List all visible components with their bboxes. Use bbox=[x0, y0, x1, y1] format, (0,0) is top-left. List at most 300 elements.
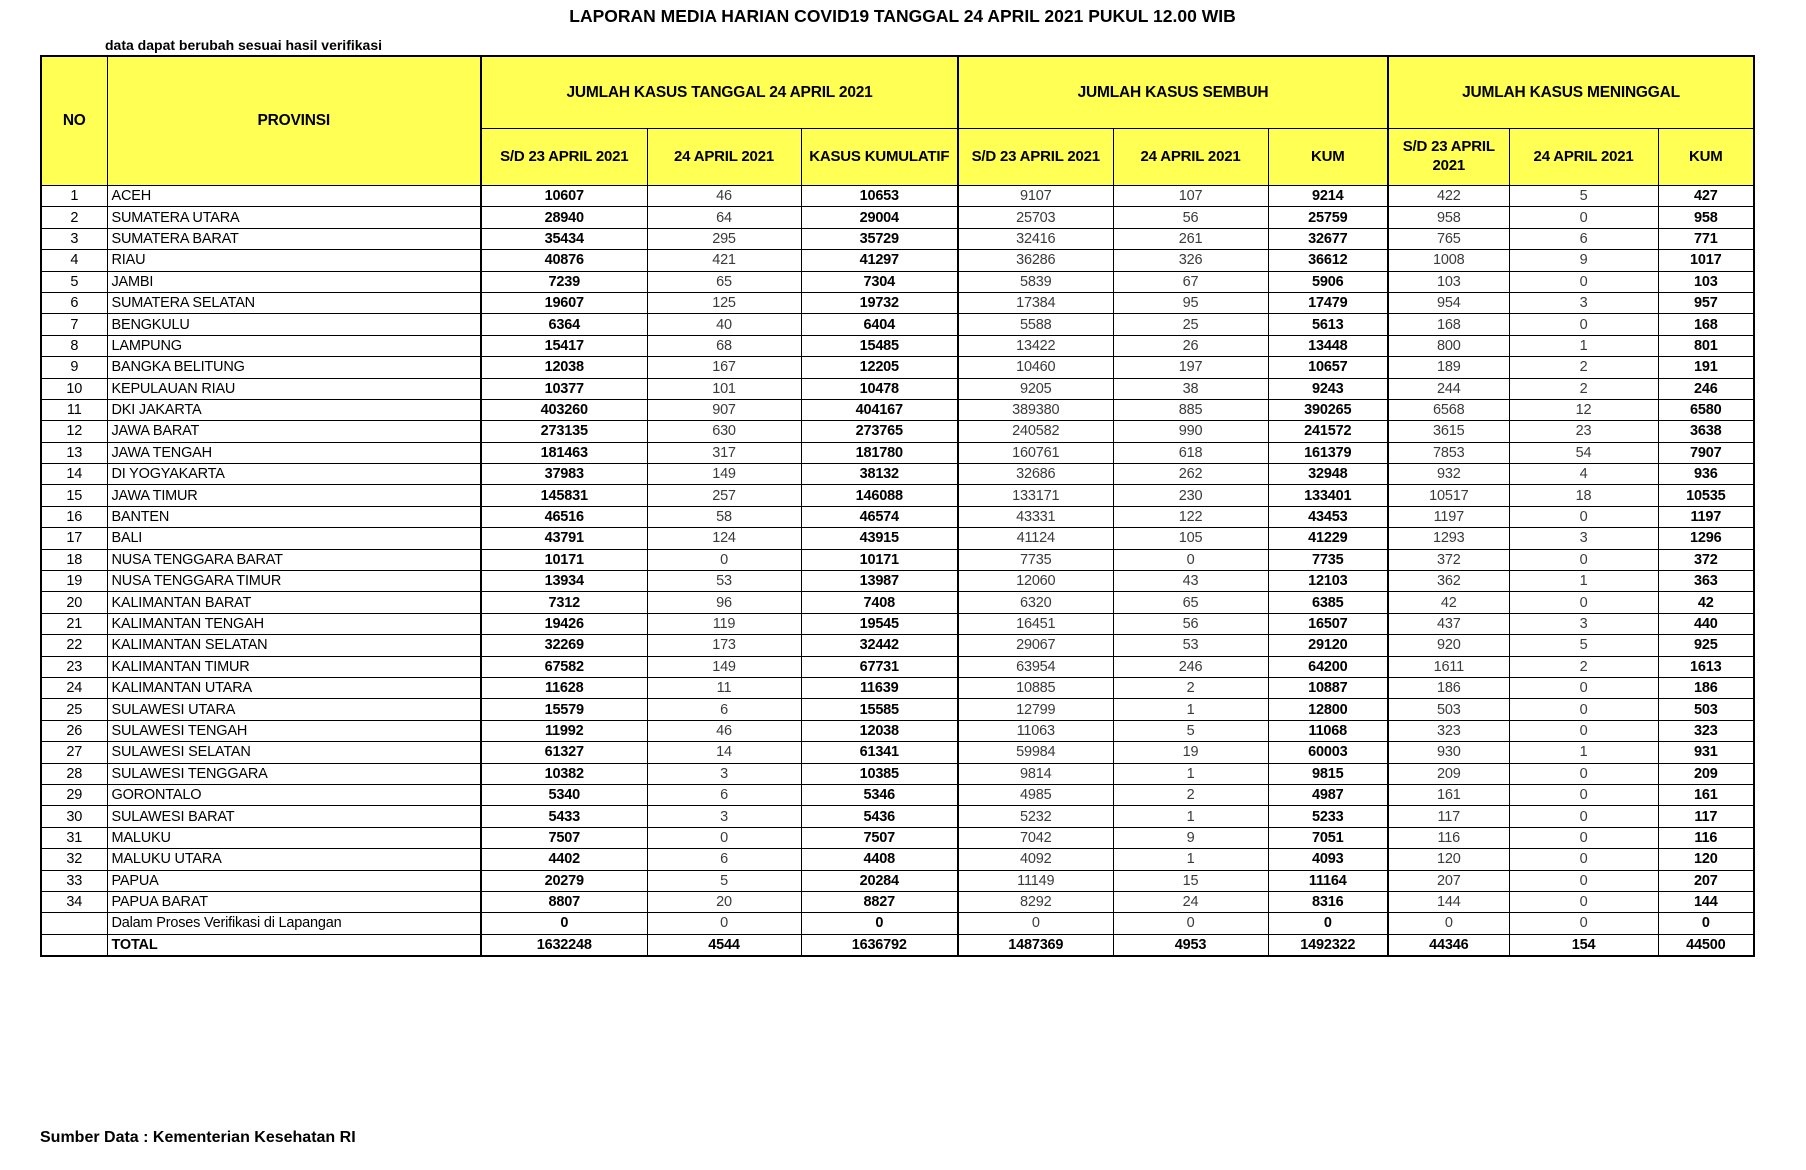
value-cell: 7907 bbox=[1658, 442, 1754, 463]
value-cell: 10657 bbox=[1268, 357, 1388, 378]
value-cell: 1611 bbox=[1388, 656, 1509, 677]
value-cell: 403260 bbox=[481, 399, 647, 420]
value-cell: 14 bbox=[647, 742, 801, 763]
value-cell: 8827 bbox=[801, 891, 958, 912]
value-cell: 41229 bbox=[1268, 528, 1388, 549]
value-cell: 43331 bbox=[958, 506, 1113, 527]
province-name: Dalam Proses Verifikasi di Lapangan bbox=[107, 913, 481, 934]
value-cell: 3 bbox=[1509, 613, 1658, 634]
value-cell: 44346 bbox=[1388, 934, 1509, 956]
province-name: SULAWESI UTARA bbox=[107, 699, 481, 720]
value-cell: 68 bbox=[647, 335, 801, 356]
province-name: TOTAL bbox=[107, 934, 481, 956]
value-cell: 1017 bbox=[1658, 250, 1754, 271]
table-row bbox=[41, 378, 1754, 399]
value-cell: 1 bbox=[1113, 763, 1268, 784]
value-cell: 427 bbox=[1658, 186, 1754, 207]
value-cell: 4093 bbox=[1268, 849, 1388, 870]
value-cell: 2 bbox=[1509, 357, 1658, 378]
group-header-kasus: JUMLAH KASUS TANGGAL 24 APRIL 2021 bbox=[481, 56, 958, 129]
value-cell: 503 bbox=[1658, 699, 1754, 720]
row-number: 9 bbox=[41, 357, 107, 378]
value-cell: 44500 bbox=[1658, 934, 1754, 956]
value-cell: 630 bbox=[647, 421, 801, 442]
col-header-provinsi: PROVINSI bbox=[107, 56, 481, 186]
value-cell: 5340 bbox=[481, 784, 647, 805]
province-name: KALIMANTAN BARAT bbox=[107, 592, 481, 613]
value-cell: 46 bbox=[647, 186, 801, 207]
value-cell: 273765 bbox=[801, 421, 958, 442]
value-cell: 17384 bbox=[958, 292, 1113, 313]
value-cell: 0 bbox=[1509, 763, 1658, 784]
col-header-no: NO bbox=[41, 56, 107, 186]
value-cell: 36286 bbox=[958, 250, 1113, 271]
value-cell: 43 bbox=[1113, 571, 1268, 592]
province-name: NUSA TENGGARA BARAT bbox=[107, 549, 481, 570]
value-cell: 7042 bbox=[958, 827, 1113, 848]
value-cell: 38 bbox=[1113, 378, 1268, 399]
row-number: 7 bbox=[41, 314, 107, 335]
value-cell: 161379 bbox=[1268, 442, 1388, 463]
value-cell: 46574 bbox=[801, 506, 958, 527]
table-row bbox=[41, 677, 1754, 698]
value-cell: 117 bbox=[1658, 806, 1754, 827]
value-cell: 6 bbox=[647, 784, 801, 805]
value-cell: 107 bbox=[1113, 186, 1268, 207]
value-cell: 0 bbox=[1388, 913, 1509, 934]
value-cell: 11149 bbox=[958, 870, 1113, 891]
row-number: 14 bbox=[41, 464, 107, 485]
value-cell: 154 bbox=[1509, 934, 1658, 956]
value-cell: 105 bbox=[1113, 528, 1268, 549]
value-cell: 149 bbox=[647, 656, 801, 677]
value-cell: 42 bbox=[1658, 592, 1754, 613]
value-cell: 103 bbox=[1658, 271, 1754, 292]
value-cell: 67582 bbox=[481, 656, 647, 677]
row-number: 8 bbox=[41, 335, 107, 356]
value-cell: 9205 bbox=[958, 378, 1113, 399]
table-row bbox=[41, 891, 1754, 912]
row-number bbox=[41, 913, 107, 934]
value-cell: 5906 bbox=[1268, 271, 1388, 292]
value-cell: 7853 bbox=[1388, 442, 1509, 463]
value-cell: 920 bbox=[1388, 635, 1509, 656]
table-row bbox=[41, 592, 1754, 613]
table-row bbox=[41, 421, 1754, 442]
value-cell: 161 bbox=[1388, 784, 1509, 805]
col-header-kasus-sd23: S/D 23 APRIL 2021 bbox=[481, 129, 647, 186]
value-cell: 0 bbox=[481, 913, 647, 934]
value-cell: 1197 bbox=[1658, 506, 1754, 527]
value-cell: 23 bbox=[1509, 421, 1658, 442]
row-number: 20 bbox=[41, 592, 107, 613]
value-cell: 16451 bbox=[958, 613, 1113, 634]
value-cell: 0 bbox=[1509, 699, 1658, 720]
value-cell: 9214 bbox=[1268, 186, 1388, 207]
value-cell: 230 bbox=[1113, 485, 1268, 506]
value-cell: 32269 bbox=[481, 635, 647, 656]
value-cell: 1632248 bbox=[481, 934, 647, 956]
value-cell: 0 bbox=[1509, 784, 1658, 805]
value-cell: 146088 bbox=[801, 485, 958, 506]
value-cell: 17479 bbox=[1268, 292, 1388, 313]
value-cell: 326 bbox=[1113, 250, 1268, 271]
value-cell: 6 bbox=[1509, 228, 1658, 249]
value-cell: 12038 bbox=[481, 357, 647, 378]
value-cell: 390265 bbox=[1268, 399, 1388, 420]
table-row bbox=[41, 870, 1754, 891]
col-header-sembuh-kum: KUM bbox=[1268, 129, 1388, 186]
value-cell: 3 bbox=[1509, 528, 1658, 549]
province-name: SUMATERA BARAT bbox=[107, 228, 481, 249]
province-name: MALUKU bbox=[107, 827, 481, 848]
value-cell: 323 bbox=[1388, 720, 1509, 741]
value-cell: 41124 bbox=[958, 528, 1113, 549]
value-cell: 61341 bbox=[801, 742, 958, 763]
value-cell: 801 bbox=[1658, 335, 1754, 356]
table-row bbox=[41, 442, 1754, 463]
value-cell: 11063 bbox=[958, 720, 1113, 741]
value-cell: 0 bbox=[1509, 806, 1658, 827]
value-cell: 10885 bbox=[958, 677, 1113, 698]
province-name: JAWA BARAT bbox=[107, 421, 481, 442]
value-cell: 43453 bbox=[1268, 506, 1388, 527]
value-cell: 149 bbox=[647, 464, 801, 485]
value-cell: 7312 bbox=[481, 592, 647, 613]
value-cell: 18 bbox=[1509, 485, 1658, 506]
value-cell: 372 bbox=[1388, 549, 1509, 570]
value-cell: 117 bbox=[1388, 806, 1509, 827]
value-cell: 10171 bbox=[481, 549, 647, 570]
value-cell: 0 bbox=[1509, 677, 1658, 698]
value-cell: 60003 bbox=[1268, 742, 1388, 763]
value-cell: 46516 bbox=[481, 506, 647, 527]
value-cell: 437 bbox=[1388, 613, 1509, 634]
row-number bbox=[41, 934, 107, 956]
value-cell: 119 bbox=[647, 613, 801, 634]
value-cell: 145831 bbox=[481, 485, 647, 506]
value-cell: 0 bbox=[801, 913, 958, 934]
province-name: BENGKULU bbox=[107, 314, 481, 335]
value-cell: 43791 bbox=[481, 528, 647, 549]
value-cell: 12038 bbox=[801, 720, 958, 741]
row-number: 15 bbox=[41, 485, 107, 506]
value-cell: 67 bbox=[1113, 271, 1268, 292]
value-cell: 4 bbox=[1509, 464, 1658, 485]
table-row bbox=[41, 635, 1754, 656]
value-cell: 9243 bbox=[1268, 378, 1388, 399]
value-cell: 0 bbox=[1113, 913, 1268, 934]
value-cell: 317 bbox=[647, 442, 801, 463]
table-row bbox=[41, 335, 1754, 356]
row-number: 13 bbox=[41, 442, 107, 463]
table-row bbox=[41, 186, 1754, 207]
value-cell: 503 bbox=[1388, 699, 1509, 720]
value-cell: 6404 bbox=[801, 314, 958, 335]
value-cell: 10517 bbox=[1388, 485, 1509, 506]
value-cell: 372 bbox=[1658, 549, 1754, 570]
province-name: RIAU bbox=[107, 250, 481, 271]
value-cell: 24 bbox=[1113, 891, 1268, 912]
value-cell: 53 bbox=[1113, 635, 1268, 656]
value-cell: 930 bbox=[1388, 742, 1509, 763]
value-cell: 0 bbox=[647, 913, 801, 934]
value-cell: 5613 bbox=[1268, 314, 1388, 335]
value-cell: 36612 bbox=[1268, 250, 1388, 271]
value-cell: 186 bbox=[1388, 677, 1509, 698]
province-name: SUMATERA SELATAN bbox=[107, 292, 481, 313]
table-row bbox=[41, 271, 1754, 292]
value-cell: 3 bbox=[647, 806, 801, 827]
row-number: 28 bbox=[41, 763, 107, 784]
value-cell: 11628 bbox=[481, 677, 647, 698]
row-number: 18 bbox=[41, 549, 107, 570]
value-cell: 12205 bbox=[801, 357, 958, 378]
value-cell: 5233 bbox=[1268, 806, 1388, 827]
value-cell: 25703 bbox=[958, 207, 1113, 228]
value-cell: 103 bbox=[1388, 271, 1509, 292]
value-cell: 932 bbox=[1388, 464, 1509, 485]
value-cell: 2 bbox=[1509, 378, 1658, 399]
value-cell: 6568 bbox=[1388, 399, 1509, 420]
value-cell: 19732 bbox=[801, 292, 958, 313]
value-cell: 15585 bbox=[801, 699, 958, 720]
group-header-meninggal: JUMLAH KASUS MENINGGAL bbox=[1388, 56, 1754, 129]
value-cell: 124 bbox=[647, 528, 801, 549]
covid-report-table bbox=[40, 55, 1755, 957]
value-cell: 958 bbox=[1658, 207, 1754, 228]
value-cell: 5436 bbox=[801, 806, 958, 827]
value-cell: 25759 bbox=[1268, 207, 1388, 228]
col-header-sembuh-24: 24 APRIL 2021 bbox=[1113, 129, 1268, 186]
province-name: KALIMANTAN SELATAN bbox=[107, 635, 481, 656]
value-cell: 5346 bbox=[801, 784, 958, 805]
value-cell: 63954 bbox=[958, 656, 1113, 677]
province-name: PAPUA BARAT bbox=[107, 891, 481, 912]
table-row bbox=[41, 827, 1754, 848]
value-cell: 3615 bbox=[1388, 421, 1509, 442]
row-number: 21 bbox=[41, 613, 107, 634]
value-cell: 12 bbox=[1509, 399, 1658, 420]
value-cell: 0 bbox=[1509, 720, 1658, 741]
value-cell: 9 bbox=[1509, 250, 1658, 271]
value-cell: 4985 bbox=[958, 784, 1113, 805]
row-number: 12 bbox=[41, 421, 107, 442]
table-row bbox=[41, 763, 1754, 784]
value-cell: 1487369 bbox=[958, 934, 1113, 956]
value-cell: 241572 bbox=[1268, 421, 1388, 442]
value-cell: 10478 bbox=[801, 378, 958, 399]
value-cell: 4408 bbox=[801, 849, 958, 870]
table-row bbox=[41, 720, 1754, 741]
value-cell: 12060 bbox=[958, 571, 1113, 592]
value-cell: 56 bbox=[1113, 613, 1268, 634]
row-number: 30 bbox=[41, 806, 107, 827]
value-cell: 0 bbox=[1509, 849, 1658, 870]
value-cell: 990 bbox=[1113, 421, 1268, 442]
row-number: 5 bbox=[41, 271, 107, 292]
value-cell: 363 bbox=[1658, 571, 1754, 592]
value-cell: 3 bbox=[1509, 292, 1658, 313]
province-name: JAMBI bbox=[107, 271, 481, 292]
row-number: 26 bbox=[41, 720, 107, 741]
value-cell: 244 bbox=[1388, 378, 1509, 399]
value-cell: 173 bbox=[647, 635, 801, 656]
value-cell: 7507 bbox=[481, 827, 647, 848]
province-name: BANGKA BELITUNG bbox=[107, 357, 481, 378]
row-number: 34 bbox=[41, 891, 107, 912]
value-cell: 0 bbox=[1509, 314, 1658, 335]
value-cell: 15417 bbox=[481, 335, 647, 356]
value-cell: 800 bbox=[1388, 335, 1509, 356]
value-cell: 160761 bbox=[958, 442, 1113, 463]
value-cell: 181780 bbox=[801, 442, 958, 463]
value-cell: 1 bbox=[1113, 699, 1268, 720]
col-header-meninggal-kum: KUM bbox=[1658, 129, 1754, 186]
value-cell: 1 bbox=[1509, 571, 1658, 592]
value-cell: 20 bbox=[647, 891, 801, 912]
value-cell: 11 bbox=[647, 677, 801, 698]
value-cell: 5232 bbox=[958, 806, 1113, 827]
province-name: SULAWESI SELATAN bbox=[107, 742, 481, 763]
value-cell: 209 bbox=[1658, 763, 1754, 784]
value-cell: 116 bbox=[1388, 827, 1509, 848]
value-cell: 96 bbox=[647, 592, 801, 613]
value-cell: 207 bbox=[1388, 870, 1509, 891]
value-cell: 6 bbox=[647, 699, 801, 720]
value-cell: 16507 bbox=[1268, 613, 1388, 634]
value-cell: 12800 bbox=[1268, 699, 1388, 720]
value-cell: 167 bbox=[647, 357, 801, 378]
value-cell: 8292 bbox=[958, 891, 1113, 912]
value-cell: 40876 bbox=[481, 250, 647, 271]
table-row bbox=[41, 506, 1754, 527]
value-cell: 925 bbox=[1658, 635, 1754, 656]
value-cell: 54 bbox=[1509, 442, 1658, 463]
province-name: NUSA TENGGARA TIMUR bbox=[107, 571, 481, 592]
value-cell: 58 bbox=[647, 506, 801, 527]
verification-note: data dapat berubah sesuai hasil verifikasi bbox=[105, 37, 382, 53]
value-cell: 67731 bbox=[801, 656, 958, 677]
province-name: JAWA TIMUR bbox=[107, 485, 481, 506]
row-number: 3 bbox=[41, 228, 107, 249]
value-cell: 10382 bbox=[481, 763, 647, 784]
table-row bbox=[41, 485, 1754, 506]
col-header-kasus-24: 24 APRIL 2021 bbox=[647, 129, 801, 186]
value-cell: 32416 bbox=[958, 228, 1113, 249]
value-cell: 61327 bbox=[481, 742, 647, 763]
value-cell: 1492322 bbox=[1268, 934, 1388, 956]
value-cell: 262 bbox=[1113, 464, 1268, 485]
value-cell: 1 bbox=[1509, 742, 1658, 763]
value-cell: 19545 bbox=[801, 613, 958, 634]
value-cell: 957 bbox=[1658, 292, 1754, 313]
value-cell: 168 bbox=[1388, 314, 1509, 335]
value-cell: 10385 bbox=[801, 763, 958, 784]
value-cell: 0 bbox=[647, 549, 801, 570]
value-cell: 3638 bbox=[1658, 421, 1754, 442]
value-cell: 20284 bbox=[801, 870, 958, 891]
table-row bbox=[41, 849, 1754, 870]
col-header-sembuh-sd23: S/D 23 APRIL 2021 bbox=[958, 129, 1113, 186]
value-cell: 0 bbox=[1509, 549, 1658, 570]
value-cell: 240582 bbox=[958, 421, 1113, 442]
value-cell: 116 bbox=[1658, 827, 1754, 848]
table-row bbox=[41, 357, 1754, 378]
value-cell: 4092 bbox=[958, 849, 1113, 870]
value-cell: 15485 bbox=[801, 335, 958, 356]
value-cell: 8316 bbox=[1268, 891, 1388, 912]
value-cell: 5 bbox=[647, 870, 801, 891]
row-number: 32 bbox=[41, 849, 107, 870]
group-header-sembuh: JUMLAH KASUS SEMBUH bbox=[958, 56, 1388, 129]
table-row bbox=[41, 571, 1754, 592]
value-cell: 0 bbox=[1509, 827, 1658, 848]
value-cell: 209 bbox=[1388, 763, 1509, 784]
value-cell: 7304 bbox=[801, 271, 958, 292]
province-name: SUMATERA UTARA bbox=[107, 207, 481, 228]
value-cell: 7051 bbox=[1268, 827, 1388, 848]
value-cell: 65 bbox=[647, 271, 801, 292]
value-cell: 29004 bbox=[801, 207, 958, 228]
value-cell: 20279 bbox=[481, 870, 647, 891]
value-cell: 10171 bbox=[801, 549, 958, 570]
row-number: 2 bbox=[41, 207, 107, 228]
value-cell: 440 bbox=[1658, 613, 1754, 634]
value-cell: 0 bbox=[1509, 271, 1658, 292]
value-cell: 161 bbox=[1658, 784, 1754, 805]
row-number: 19 bbox=[41, 571, 107, 592]
value-cell: 273135 bbox=[481, 421, 647, 442]
value-cell: 931 bbox=[1658, 742, 1754, 763]
table-body bbox=[41, 186, 1754, 957]
value-cell: 421 bbox=[647, 250, 801, 271]
value-cell: 6385 bbox=[1268, 592, 1388, 613]
value-cell: 1296 bbox=[1658, 528, 1754, 549]
value-cell: 144 bbox=[1658, 891, 1754, 912]
value-cell: 133401 bbox=[1268, 485, 1388, 506]
value-cell: 186 bbox=[1658, 677, 1754, 698]
province-name: GORONTALO bbox=[107, 784, 481, 805]
value-cell: 9815 bbox=[1268, 763, 1388, 784]
province-name: PAPUA bbox=[107, 870, 481, 891]
row-number: 24 bbox=[41, 677, 107, 698]
table-row bbox=[41, 913, 1754, 934]
value-cell: 0 bbox=[1113, 549, 1268, 570]
value-cell: 41297 bbox=[801, 250, 958, 271]
value-cell: 9 bbox=[1113, 827, 1268, 848]
value-cell: 5 bbox=[1509, 186, 1658, 207]
value-cell: 10377 bbox=[481, 378, 647, 399]
value-cell: 0 bbox=[1509, 207, 1658, 228]
province-name: KALIMANTAN TIMUR bbox=[107, 656, 481, 677]
row-number: 23 bbox=[41, 656, 107, 677]
table-row bbox=[41, 699, 1754, 720]
value-cell: 120 bbox=[1388, 849, 1509, 870]
value-cell: 8807 bbox=[481, 891, 647, 912]
table-row bbox=[41, 784, 1754, 805]
province-name: MALUKU UTARA bbox=[107, 849, 481, 870]
province-name: KEPULAUAN RIAU bbox=[107, 378, 481, 399]
value-cell: 2 bbox=[1509, 656, 1658, 677]
value-cell: 0 bbox=[1509, 870, 1658, 891]
value-cell: 35729 bbox=[801, 228, 958, 249]
row-number: 17 bbox=[41, 528, 107, 549]
value-cell: 7507 bbox=[801, 827, 958, 848]
row-number: 29 bbox=[41, 784, 107, 805]
value-cell: 144 bbox=[1388, 891, 1509, 912]
value-cell: 246 bbox=[1113, 656, 1268, 677]
